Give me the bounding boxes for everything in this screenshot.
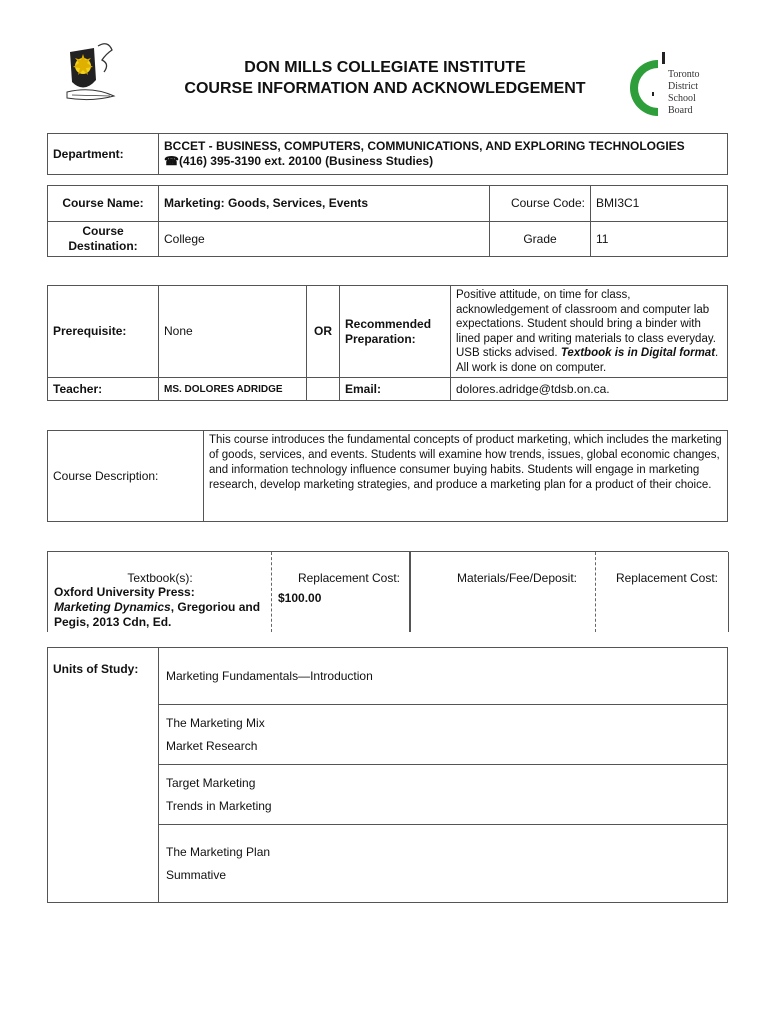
department-label: Department: bbox=[48, 134, 159, 175]
course-code-label: Course Code: bbox=[490, 186, 591, 222]
school-name: DON MILLS COLLEGIATE INSTITUTE bbox=[244, 59, 526, 76]
course-name-label: Course Name: bbox=[48, 186, 159, 222]
unit-item: Summative bbox=[166, 867, 227, 882]
prerequisite-table bbox=[47, 285, 728, 401]
grade-label: Grade bbox=[490, 222, 591, 257]
textbook-details: Oxford University Press: Marketing Dynamics, Gregoriou and Pegis, 2013 Cdn, Ed. bbox=[54, 585, 261, 629]
unit-group-3 bbox=[159, 765, 728, 825]
materials-replacement-cell bbox=[595, 552, 729, 632]
grade-value: 11 bbox=[591, 222, 728, 257]
unit-item: The Marketing Plan bbox=[166, 844, 271, 859]
materials-label: Materials/Fee/Deposit: bbox=[456, 571, 577, 585]
course-destination-label: Course Destination: bbox=[48, 222, 159, 257]
units-label: Units of Study: bbox=[48, 648, 159, 903]
department-value bbox=[159, 134, 728, 175]
replacement-cost-label: Replacement Cost: bbox=[297, 571, 400, 585]
unit-group-4 bbox=[159, 825, 728, 903]
phone-icon: ☎ bbox=[164, 154, 179, 168]
course-table bbox=[47, 185, 728, 257]
prerequisite-value: None bbox=[159, 286, 307, 378]
textbook-cell bbox=[47, 552, 272, 632]
tdsb-name: Toronto District School Board bbox=[668, 69, 700, 116]
department-name: BCCET - BUSINESS, COMPUTERS, COMMUNICATIONS, AND EXPLORING TECHNOLOGIES bbox=[164, 139, 685, 153]
textbook-section bbox=[47, 551, 728, 632]
course-description-label: Course Description: bbox=[48, 431, 204, 522]
department-phone: (416) 395-3190 ext. 20100 (Business Studies) bbox=[178, 154, 434, 168]
units-table bbox=[47, 647, 728, 903]
recommended-label: Recommended Preparation: bbox=[340, 286, 451, 378]
course-code-value: BMI3C1 bbox=[591, 186, 728, 222]
unit-group-1 bbox=[159, 648, 728, 705]
unit-item: The Marketing Mix bbox=[166, 715, 265, 730]
unit-item: Market Research bbox=[166, 738, 258, 753]
course-description-text: This course introduces the fundamental concepts of product marketing, which includes the marketing of goods, services, and events. Students will examine how trends, issues, global economic changes, and information technology influence consumer buying habits. Students will engage in marketing research, develop marketing strategies, and produce a marketing plan for a product of their choice. bbox=[204, 431, 728, 522]
teacher-spacer bbox=[307, 378, 340, 401]
tdsb-logo bbox=[628, 50, 668, 126]
replacement-cost-cell bbox=[271, 552, 410, 632]
course-name-value: Marketing: Goods, Services, Events bbox=[159, 186, 490, 222]
unit-item: Trends in Marketing bbox=[166, 798, 272, 813]
description-table bbox=[47, 430, 728, 522]
textbook-label: Textbook(s): bbox=[127, 571, 193, 585]
or-label: OR bbox=[307, 286, 340, 378]
recommended-text: Positive attitude, on time for class, acknowledgement of classroom and computer lab expectations. Student should bring a binder with lined paper and writing materials to class everyday. USB sticks advised. Textbook is in Digital format. All work is done on computer. bbox=[451, 286, 728, 378]
department-table bbox=[47, 133, 728, 175]
materials-cell bbox=[409, 552, 597, 632]
teacher-value: MS. DOLORES ADRIDGE bbox=[159, 378, 307, 401]
prerequisite-label: Prerequisite: bbox=[48, 286, 159, 378]
course-destination-value: College bbox=[159, 222, 490, 257]
unit-item: Marketing Fundamentals—Introduction bbox=[166, 668, 373, 683]
unit-item: Target Marketing bbox=[166, 775, 256, 790]
replacement-cost-value: $100.00 bbox=[278, 591, 322, 605]
form-title: COURSE INFORMATION AND ACKNOWLEDGEMENT bbox=[184, 80, 586, 97]
unit-group-2 bbox=[159, 705, 728, 765]
teacher-label: Teacher: bbox=[48, 378, 159, 401]
email-value: dolores.adridge@tdsb.on.ca. bbox=[451, 378, 728, 401]
email-label: Email: bbox=[340, 378, 451, 401]
materials-replacement-label: Replacement Cost: bbox=[615, 571, 718, 585]
